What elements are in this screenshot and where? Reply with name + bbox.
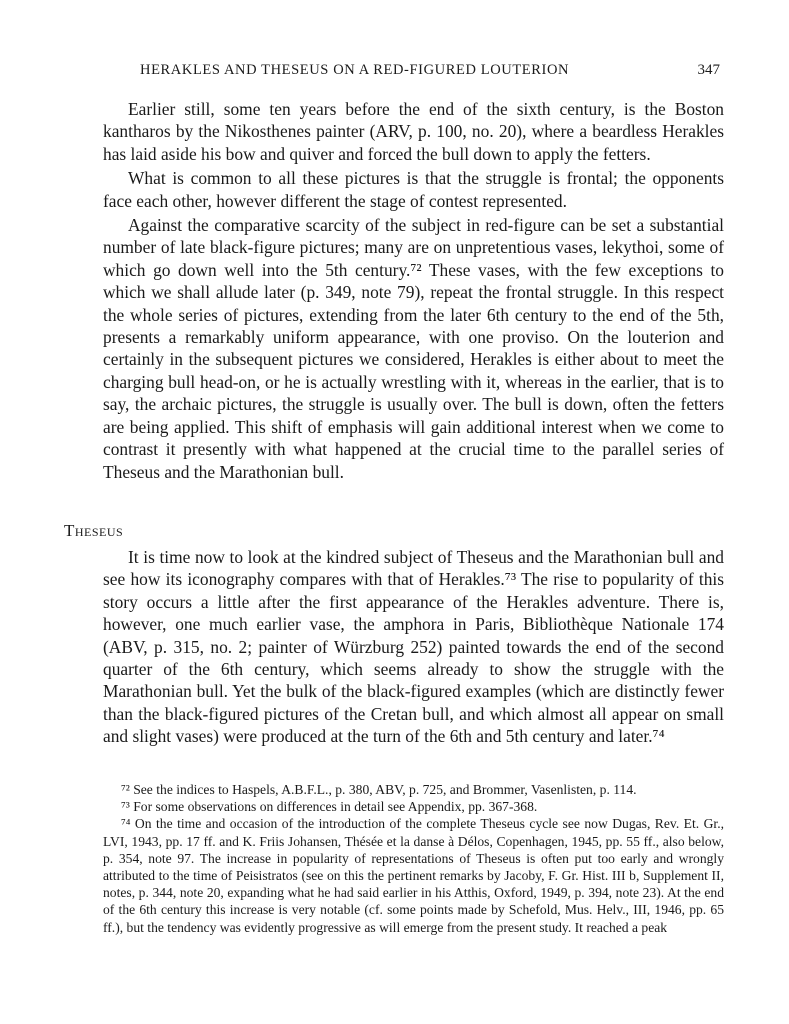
body-text-upper xyxy=(103,98,724,483)
page-number: 347 xyxy=(697,62,720,78)
page-header xyxy=(100,62,720,82)
footnote: ⁷² See the indices to Haspels, A.B.F.L., p. 380, ABV, p. 725, and Brommer, Vasenlisten, p. 114. xyxy=(121,782,637,797)
paragraph: What is common to all these pictures is that the struggle is frontal; the opponents face each other, however different the stage of contest represented. xyxy=(103,168,724,211)
paragraph: It is time now to look at the kindred subject of Theseus and the Marathonian bull and see how its iconography compares with that of Herakles.⁷³ The rise to popularity of this story occurs a little after the first appearance of the Herakles adventure. There is, however, one much earlier vase, the amphora in Paris, Bibliothèque Nationale 174 (ABV, p. 315, no. 2; painter of Würzburg 252) painted towards the end of the second quarter of the 6th century, which seems already to show the struggle with the Marathonian bull. Yet the bulk of the black-figured examples (which are distinctly fewer than the black-figured pictures of the Cretan bull, and which almost all appear on small and slight vases) were produced at the turn of the 6th and 5th century and later.⁷⁴ xyxy=(103,547,724,747)
footnote: ⁷³ For some observations on differences in detail see Appendix, pp. 367-368. xyxy=(121,799,538,815)
footnotes xyxy=(103,781,724,936)
paragraph: Earlier still, some ten years before the end of the sixth century, is the Boston kantharos by the Nikosthenes painter (ARV, p. 100, no. 20), where a beardless Herakles has laid aside his bow and quiver and forced the bull down to apply the fetters. xyxy=(103,99,724,164)
body-text-lower xyxy=(103,546,724,748)
paragraph: Against the comparative scarcity of the subject in red-figure can be set a substantial number of late black-figure pictures; many are on unpretentious vases, lekythoi, some of which go down well into the 5th century.⁷² These vases, with the few exceptions to which we shall allude later (p. 349, note 79), repeat the frontal struggle. In this respect the whole series of pictures, extending from the later 6th century to the end of the 5th, presents a remarkably uniform appearance, with one proviso. On the louterion and certainly in the subsequent pictures we considered, Herakles is either about to meet the charging bull head-on, or he is actually wrestling with it, whereas in the earlier, that is to say, the archaic pictures, the struggle is usually over. The bull is down, often the fetters are being applied. This shift of emphasis will gain additional interest when we come to contrast it presently with what happened at the crucial time to the parallel series of Theseus and the Marathonian bull. xyxy=(103,215,724,482)
running-title: HERAKLES AND THESEUS ON A RED-FIGURED LOUTERION xyxy=(140,62,570,78)
footnote: ⁷⁴ On the time and occasion of the introduction of the complete Theseus cycle see now Dugas, Rev. Et. Gr., LVI, 1943, pp. 17 ff. and K. Friis Johansen, Thésée et la danse à Délos, Copenhagen, 1945, pp. 55 ff., also below, p. 354, note 97. The increase in popularity of representations of Theseus is often put too early and wrongly attributed to the time of Peisistratos (see on this the pertinent remarks by Jacoby, F. Gr. Hist. III b, Supplement II, notes, p. 344, note 20, expanding what he had said earlier in his Atthis, Oxford, 1949, p. 394, note 23). At the end of the 6th century this increase is very notable (cf. some points made by Schefold, Mus. Helv., III, 1946, pp. 65 ff.), but the tendency was evidently progressive as will emerge from the present study. It reached a peak xyxy=(103,816,724,935)
section-heading: Theseus xyxy=(64,521,124,540)
